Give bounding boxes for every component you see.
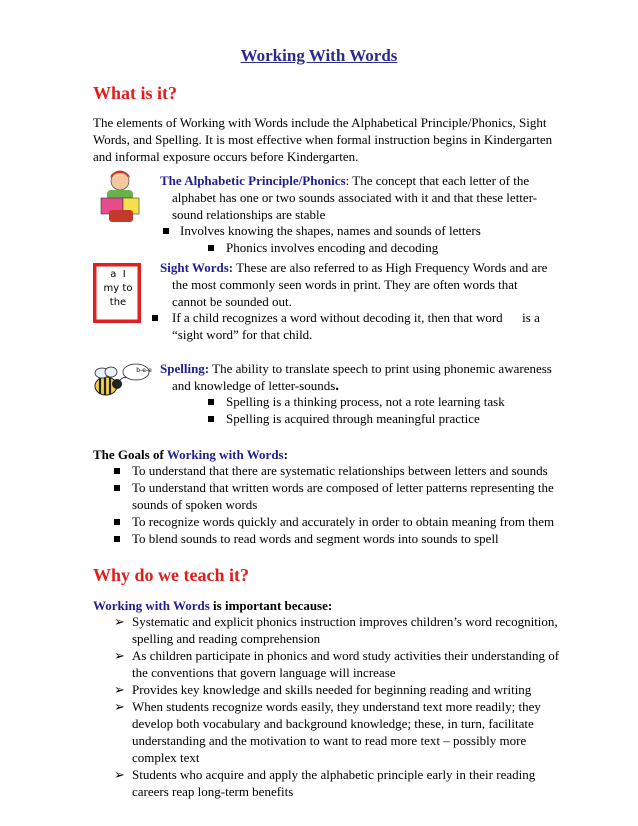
spelling-bullet-1: Spelling is a thinking process, not a rote learning task bbox=[226, 394, 505, 409]
intro-line-3: and informal exposure occurs before Kindergarten. bbox=[93, 149, 359, 164]
goal-item-2: To understand that written words are composed of letter patterns representing the bbox=[132, 480, 554, 495]
arrow-bullet-icon: ➢ bbox=[114, 648, 125, 663]
why-line-6: When students recognize words easily, they understand text more readily; they bbox=[132, 699, 541, 714]
why-lead bbox=[93, 597, 332, 614]
section-heading-why: Why do we teach it? bbox=[93, 565, 249, 585]
why-line-3: As children participate in phonics and word study activities their understanding of bbox=[132, 648, 560, 663]
card-word: a bbox=[110, 269, 117, 280]
square-bullet-icon bbox=[114, 485, 120, 491]
phonics-label: The Alphabetic Principle/Phonics bbox=[160, 173, 346, 188]
bee-speech-text: b-e-e bbox=[136, 367, 152, 374]
sight-bullet-1-cont: “sight word” for that child. bbox=[172, 327, 313, 342]
why-line-4: the conventions that govern language will increase bbox=[132, 665, 396, 680]
sight-line-3: cannot be sounded out. bbox=[172, 294, 292, 309]
card-word: I bbox=[122, 269, 126, 280]
arrow-bullet-icon: ➢ bbox=[114, 614, 125, 629]
why-lead-rest: is important because: bbox=[209, 598, 333, 613]
sight-line-2: the most commonly seen words in print. They are often words that bbox=[172, 277, 518, 292]
phonics-bullet-1: Involves knowing the shapes, names and sounds of letters bbox=[180, 223, 481, 238]
square-bullet-icon bbox=[208, 245, 214, 251]
sight-bullet-1: If a child recognizes a word without decoding it, then that word is a bbox=[172, 310, 540, 325]
intro-line-1: The elements of Working with Words include the Alphabetical Principle/Phonics, Sight bbox=[93, 115, 547, 130]
sight-line-1 bbox=[160, 259, 547, 276]
why-lead-highlight: Working with Words bbox=[93, 598, 210, 613]
square-bullet-icon bbox=[114, 519, 120, 525]
why-line-9: complex text bbox=[132, 750, 200, 765]
goals-heading-suffix: : bbox=[283, 447, 288, 462]
spelling-line-2-text: and knowledge of letter-sounds bbox=[172, 378, 336, 393]
spelling-bullet-2: Spelling is acquired through meaningful practice bbox=[226, 411, 480, 426]
goal-item-2-cont: sounds of spoken words bbox=[132, 497, 258, 512]
sight-word-card bbox=[100, 268, 136, 310]
intro-line-2: Words, and Spelling. It is most effective when formal instruction begins in Kindergarten bbox=[93, 132, 553, 147]
spelling-bee-image bbox=[92, 360, 150, 400]
phonics-line-3: sound relationships are stable bbox=[172, 207, 326, 222]
square-bullet-icon bbox=[208, 416, 214, 422]
page-title: Working With Words bbox=[240, 46, 398, 65]
goals-heading-highlight: Working with Words bbox=[166, 447, 284, 462]
square-bullet-icon bbox=[163, 228, 169, 234]
why-line-5: Provides key knowledge and skills needed for beginning reading and writing bbox=[132, 682, 532, 697]
goal-item-3: To recognize words quickly and accurately in order to obtain meaning from them bbox=[132, 514, 555, 529]
child-reading-image bbox=[93, 168, 147, 226]
goals-heading bbox=[93, 446, 288, 463]
spelling-period: . bbox=[335, 378, 340, 394]
phonics-line-2: alphabet has one or two sounds associated with it and that these letter- bbox=[172, 190, 538, 205]
square-bullet-icon bbox=[208, 399, 214, 405]
card-word: to bbox=[122, 283, 133, 294]
spelling-line-1-text: The ability to translate speech to print using phonemic awareness bbox=[209, 361, 552, 376]
spelling-line-1 bbox=[160, 360, 552, 377]
card-word: the bbox=[109, 297, 127, 308]
square-bullet-icon bbox=[152, 315, 158, 321]
goal-item-1: To understand that there are systematic relationships between letters and sounds bbox=[132, 463, 548, 478]
why-line-7: develop both vocabulary and background knowledge; these, in turn, facilitate bbox=[132, 716, 534, 731]
goal-item-4: To blend sounds to read words and segment words into sounds to spell bbox=[132, 531, 499, 546]
square-bullet-icon bbox=[114, 468, 120, 474]
square-bullet-icon bbox=[114, 536, 120, 542]
phonics-bullet-2: Phonics involves encoding and decoding bbox=[226, 240, 439, 255]
section-heading-what: What is it? bbox=[93, 83, 178, 103]
goals-heading-prefix: The Goals of bbox=[93, 447, 167, 462]
phonics-line-1-text: : The concept that each letter of the bbox=[345, 173, 530, 188]
why-line-10: Students who acquire and apply the alphabetic principle early in their reading bbox=[132, 767, 536, 782]
phonics-line-1 bbox=[160, 172, 529, 189]
arrow-bullet-icon: ➢ bbox=[114, 682, 125, 697]
why-line-2: spelling and reading comprehension bbox=[132, 631, 321, 646]
why-line-11: careers reap long-term benefits bbox=[132, 784, 294, 799]
arrow-bullet-icon: ➢ bbox=[114, 699, 125, 714]
arrow-bullet-icon: ➢ bbox=[114, 767, 125, 782]
card-word: my bbox=[103, 283, 120, 294]
why-line-1: Systematic and explicit phonics instruction improves children’s word recognition, bbox=[132, 614, 558, 629]
spelling-label: Spelling: bbox=[160, 361, 210, 376]
why-line-8: understanding and the motivation to want to read more text – possibly more bbox=[132, 733, 527, 748]
sight-line-1-text: These are also referred to as High Frequency Words and are bbox=[233, 260, 548, 275]
sight-label: Sight Words: bbox=[160, 260, 234, 275]
